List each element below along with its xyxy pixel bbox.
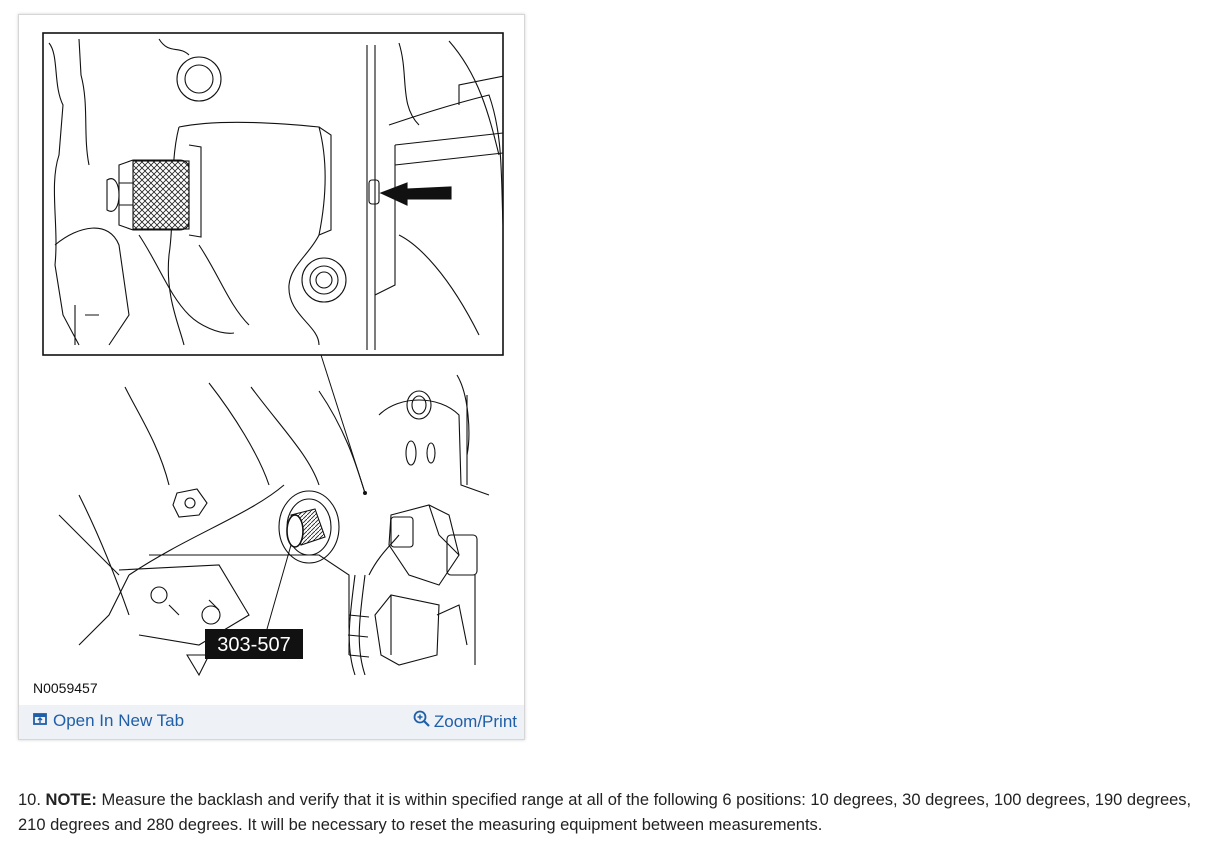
- detail-inset: [43, 33, 509, 355]
- tool-callout-label: 303-507: [217, 634, 291, 656]
- zoom-print-link[interactable]: [413, 710, 517, 734]
- zoom-in-icon: [413, 710, 431, 734]
- technical-illustration: [19, 15, 524, 705]
- step-text: Measure the backlash and verify that it is within specified range at all of the following 6 positions: 10 degrees, 30 degrees, 100 degrees, 190 degrees, 210 degrees and 280 degrees. It will be necessary to reset the measuring equipment between measurements.: [18, 791, 1192, 834]
- note-label: NOTE:: [45, 791, 97, 809]
- figure-actions-bar: [19, 705, 524, 739]
- open-in-new-tab-link[interactable]: [33, 710, 184, 732]
- procedure-step: [18, 788, 1203, 838]
- open-new-tab-icon: [33, 710, 47, 732]
- tool-303-507: [287, 509, 325, 547]
- step-number: 10.: [18, 791, 41, 809]
- zoom-print-label: Zoom/Print: [433, 712, 517, 731]
- image-code: N0059457: [33, 680, 98, 696]
- figure-card: [18, 14, 525, 740]
- open-in-new-tab-label: Open In New Tab: [53, 711, 185, 730]
